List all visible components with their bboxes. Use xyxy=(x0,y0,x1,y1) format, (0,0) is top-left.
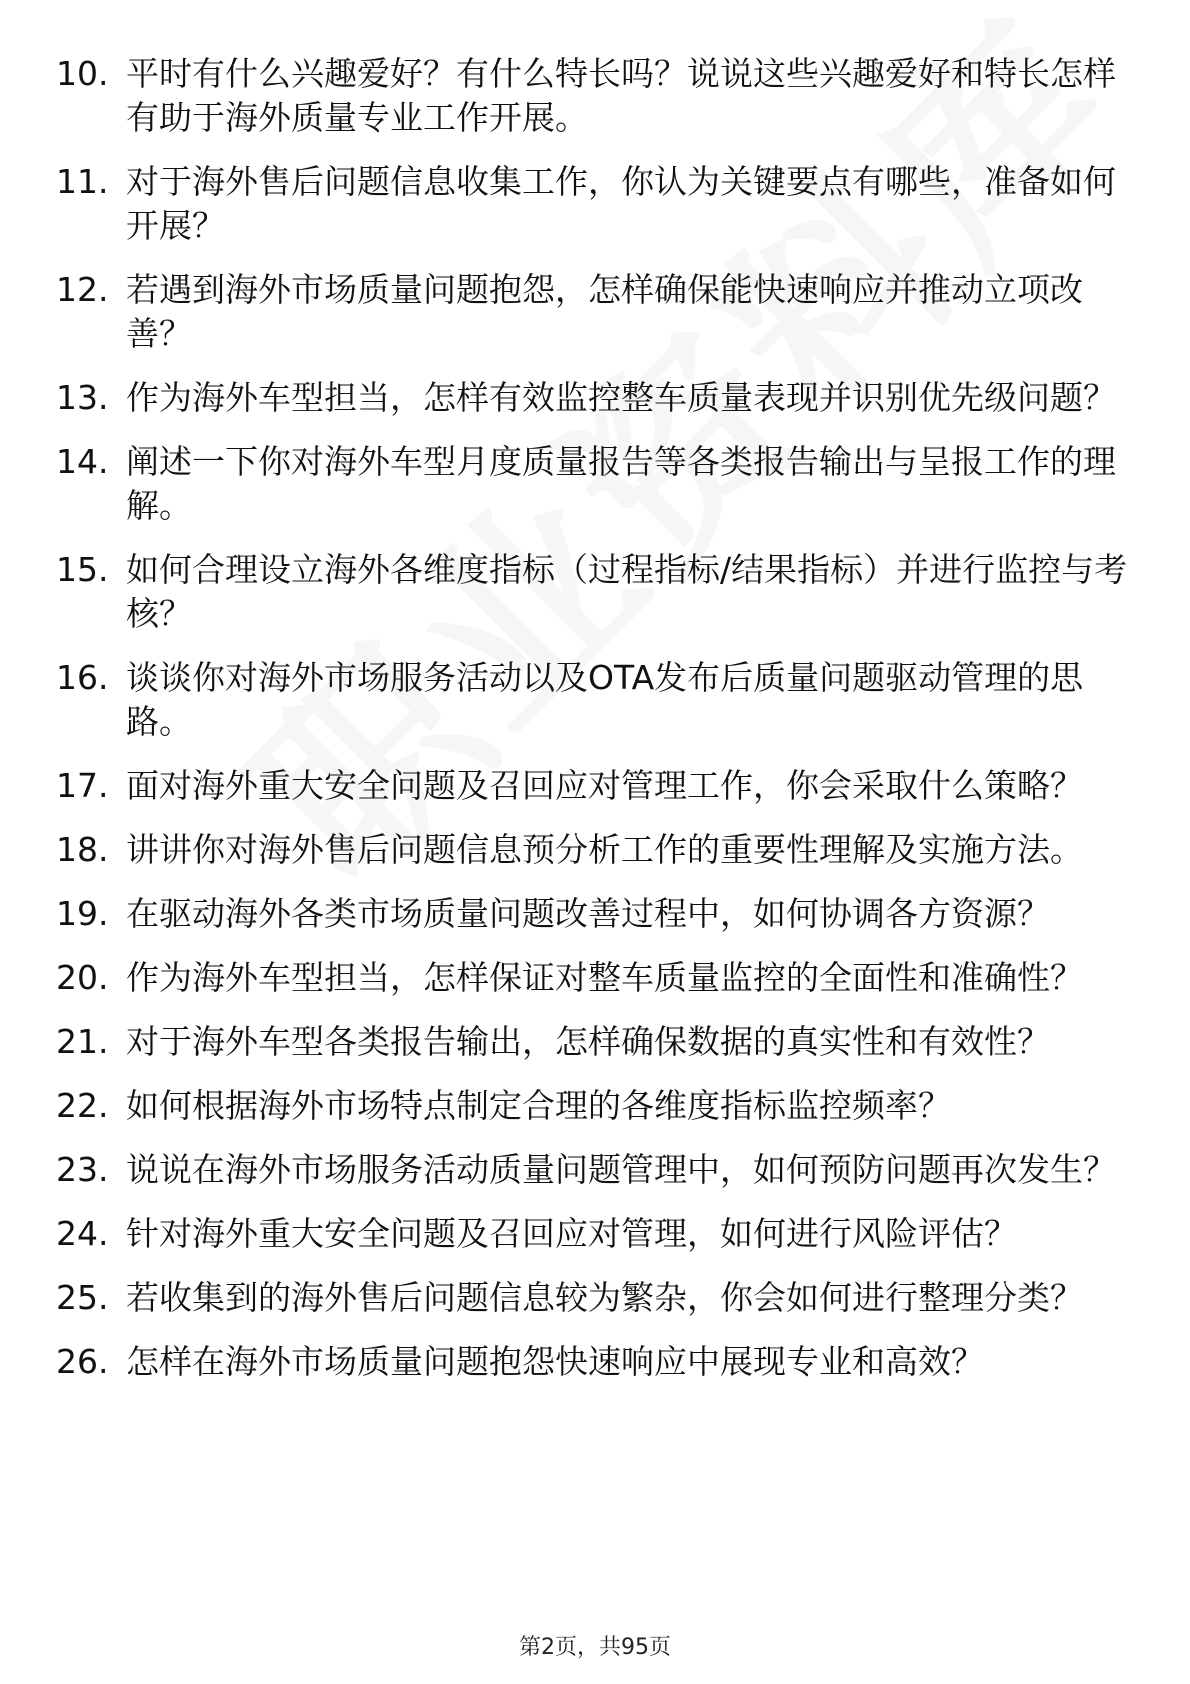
question-text: 作为海外车型担当，怎样有效监控整车质量表现并识别优先级问题？ xyxy=(126,378,1116,417)
question-text: 若遇到海外市场质量问题抱怨，怎样确保能快速响应并推动立项改善？ xyxy=(126,270,1083,353)
question-text: 怎样在海外市场质量问题抱怨快速响应中展现专业和高效？ xyxy=(126,1342,984,1381)
question-text: 如何合理设立海外各维度指标（过程指标/结果指标）并进行监控与考核？ xyxy=(126,550,1128,633)
question-number: 11. xyxy=(56,162,109,201)
question-number: 25. xyxy=(56,1278,109,1317)
question-number: 20. xyxy=(56,958,109,997)
question-text: 对于海外车型各类报告输出，怎样确保数据的真实性和有效性？ xyxy=(126,1022,1050,1061)
question-list xyxy=(56,52,1136,1404)
question-text: 阐述一下你对海外车型月度质量报告等各类报告输出与呈报工作的理解。 xyxy=(126,442,1116,525)
question-text: 谈谈你对海外市场服务活动以及OTA发布后质量问题驱动管理的思路。 xyxy=(126,658,1084,741)
question-text: 若收集到的海外售后问题信息较为繁杂，你会如何进行整理分类？ xyxy=(126,1278,1083,1317)
question-number: 18. xyxy=(56,830,109,869)
question-number: 21. xyxy=(56,1022,109,1061)
question-number: 12. xyxy=(56,270,109,309)
question-item xyxy=(56,548,1136,636)
question-text: 对于海外售后问题信息收集工作，你认为关键要点有哪些，准备如何开展？ xyxy=(126,162,1116,245)
question-item xyxy=(56,1212,1136,1256)
question-item xyxy=(56,1148,1136,1192)
question-item xyxy=(56,1020,1136,1064)
question-item xyxy=(56,1340,1136,1384)
question-number: 13. xyxy=(56,378,109,417)
page-number-label: 第2页，共95页 xyxy=(519,1635,671,1660)
question-text: 讲讲你对海外售后问题信息预分析工作的重要性理解及实施方法。 xyxy=(126,830,1083,869)
question-item xyxy=(56,1276,1136,1320)
question-item xyxy=(56,376,1136,420)
question-number: 14. xyxy=(56,442,109,481)
question-text: 平时有什么兴趣爱好？有什么特长吗？说说这些兴趣爱好和特长怎样有助于海外质量专业工作开展。 xyxy=(126,54,1116,137)
question-number: 26. xyxy=(56,1342,109,1381)
question-item xyxy=(56,52,1136,140)
question-text: 面对海外重大安全问题及召回应对管理工作，你会采取什么策略？ xyxy=(126,766,1083,805)
question-item xyxy=(56,160,1136,248)
question-text: 在驱动海外各类市场质量问题改善过程中，如何协调各方资源？ xyxy=(126,894,1050,933)
question-number: 19. xyxy=(56,894,109,933)
question-number: 15. xyxy=(56,550,109,589)
question-number: 24. xyxy=(56,1214,109,1253)
question-text: 说说在海外市场服务活动质量问题管理中，如何预防问题再次发生？ xyxy=(126,1150,1116,1189)
question-number: 23. xyxy=(56,1150,109,1189)
question-number: 22. xyxy=(56,1086,109,1125)
question-item xyxy=(56,268,1136,356)
question-number: 16. xyxy=(56,658,109,697)
question-item xyxy=(56,1084,1136,1128)
page-footer xyxy=(0,1630,1190,1661)
question-item xyxy=(56,764,1136,808)
question-item xyxy=(56,828,1136,872)
question-item xyxy=(56,656,1136,744)
question-item xyxy=(56,440,1136,528)
question-text: 如何根据海外市场特点制定合理的各维度指标监控频率？ xyxy=(126,1086,951,1125)
question-number: 17. xyxy=(56,766,109,805)
question-item xyxy=(56,892,1136,936)
question-item xyxy=(56,956,1136,1000)
question-text: 针对海外重大安全问题及召回应对管理，如何进行风险评估？ xyxy=(126,1214,1017,1253)
question-number: 10. xyxy=(56,54,109,93)
question-text: 作为海外车型担当，怎样保证对整车质量监控的全面性和准确性？ xyxy=(126,958,1083,997)
